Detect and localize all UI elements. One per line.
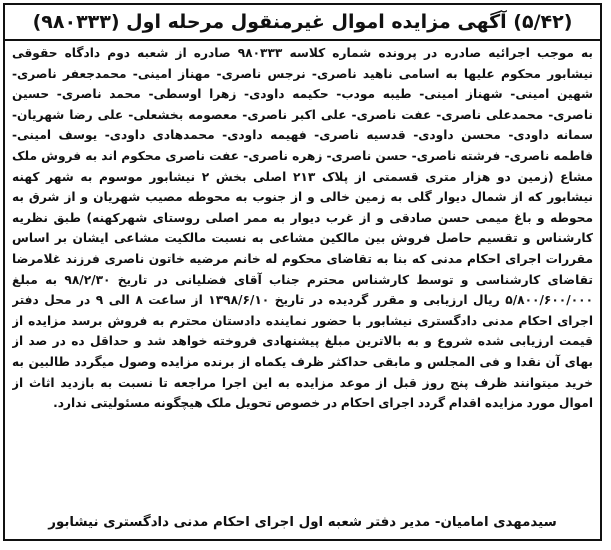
notice-title-bar — [5, 5, 600, 41]
notice-title: (۵/۴۲) آگهی مزایده اموال غیرمنقول مرحله اول (۹۸۰۳۳۳) — [32, 11, 573, 33]
signature-text: سیدمهدی امامیان- مدیر دفتر شعبه اول اجرای احکام مدنی دادگستری نیشابور — [48, 514, 557, 530]
auction-notice — [3, 3, 602, 541]
notice-body: به موجب اجرائیه صادره در پرونده شماره کلاسه ۹۸۰۳۳۳ صادره از شعبه دوم دادگاه حقوقی نیشابور محکوم علیها به اسامی ناهید ناصری- نرجس ناصری- مهناز امینی- محمدجعفر ناصری- شهین امینی- شهناز امینی- طیبه مودب- حکیمه داودی- زهرا اوسطی- محمد ناصری- حسین ناصری- محمدعلی ناصری- عفت ناصری- علی اکبر ناصری- معصومه بخشعلی- علی رضا شهریان- سمانه داودی- محسن داودی- قدسیه ناصری- فهیمه داودی- محمدهادی داودی- یوسف امینی- فاطمه ناصری- فرشته ناصری- حسن ناصری- زهره ناصری- عفت ناصری محکوم اند به فروش ملک مشاع (زمین دو هزار متری قسمتی از پلاک ۲۱۳ اصلی بخش ۲ نیشابور موسوم به شهر کهنه نیشابور که از شمال دیوار گلی به زمین خالی و از جنوب به محوطه مصیب شهریان و از شرق به محوطه و باغ میمی حسن صادقی و از غرب دیوار به ممر اصلی روستای شهرکهنه) طبق نظریه کارشناس و تقسیم حاصل فروش بین مالکین مشاعی به نسبت مالکیت مشاعی ایشان بر اساس مقررات اجرای احکام مدنی که بنا به تقاضای محکوم له خانم مرضیه خاتون ناصری فرزند غلامرضا تقاضای کارشناسی و توسط کارشناس محترم جناب آقای فضلیانی در تاریخ ۹۸/۲/۳۰ به مبلغ ۵/۸۰۰/۶۰۰/۰۰۰ ریال ارزیابی و مقرر گردیده در تاریخ ۱۳۹۸/۶/۱۰ از ساعت ۸ الی ۹ در محل دفتر اجرای احکام مدنی دادگستری نیشابور با حضور نماینده دادستان محترم به فروش برسد مزایده از قیمت ارزیابی شده شروع و به بالاترین مبلغ پیشنهادی فروخته خواهد شد و حداقل ده در صد از بهای آن نقدا و فی المجلس و مابقی حداکثر ظرف یکماه از برنده مزایده وصول میگردد طالبین به خرید میتوانند ظرف پنج روز قبل از موعد مزایده به این اجرا مراجعه تا نسبت به بازدید اثاث از اموال مورد مزایده اقدام گردد اجرای احکام در خصوص تحویل ملک هیچگونه مسئولیتی ندارد. — [12, 46, 593, 411]
notice-signature — [11, 511, 594, 533]
